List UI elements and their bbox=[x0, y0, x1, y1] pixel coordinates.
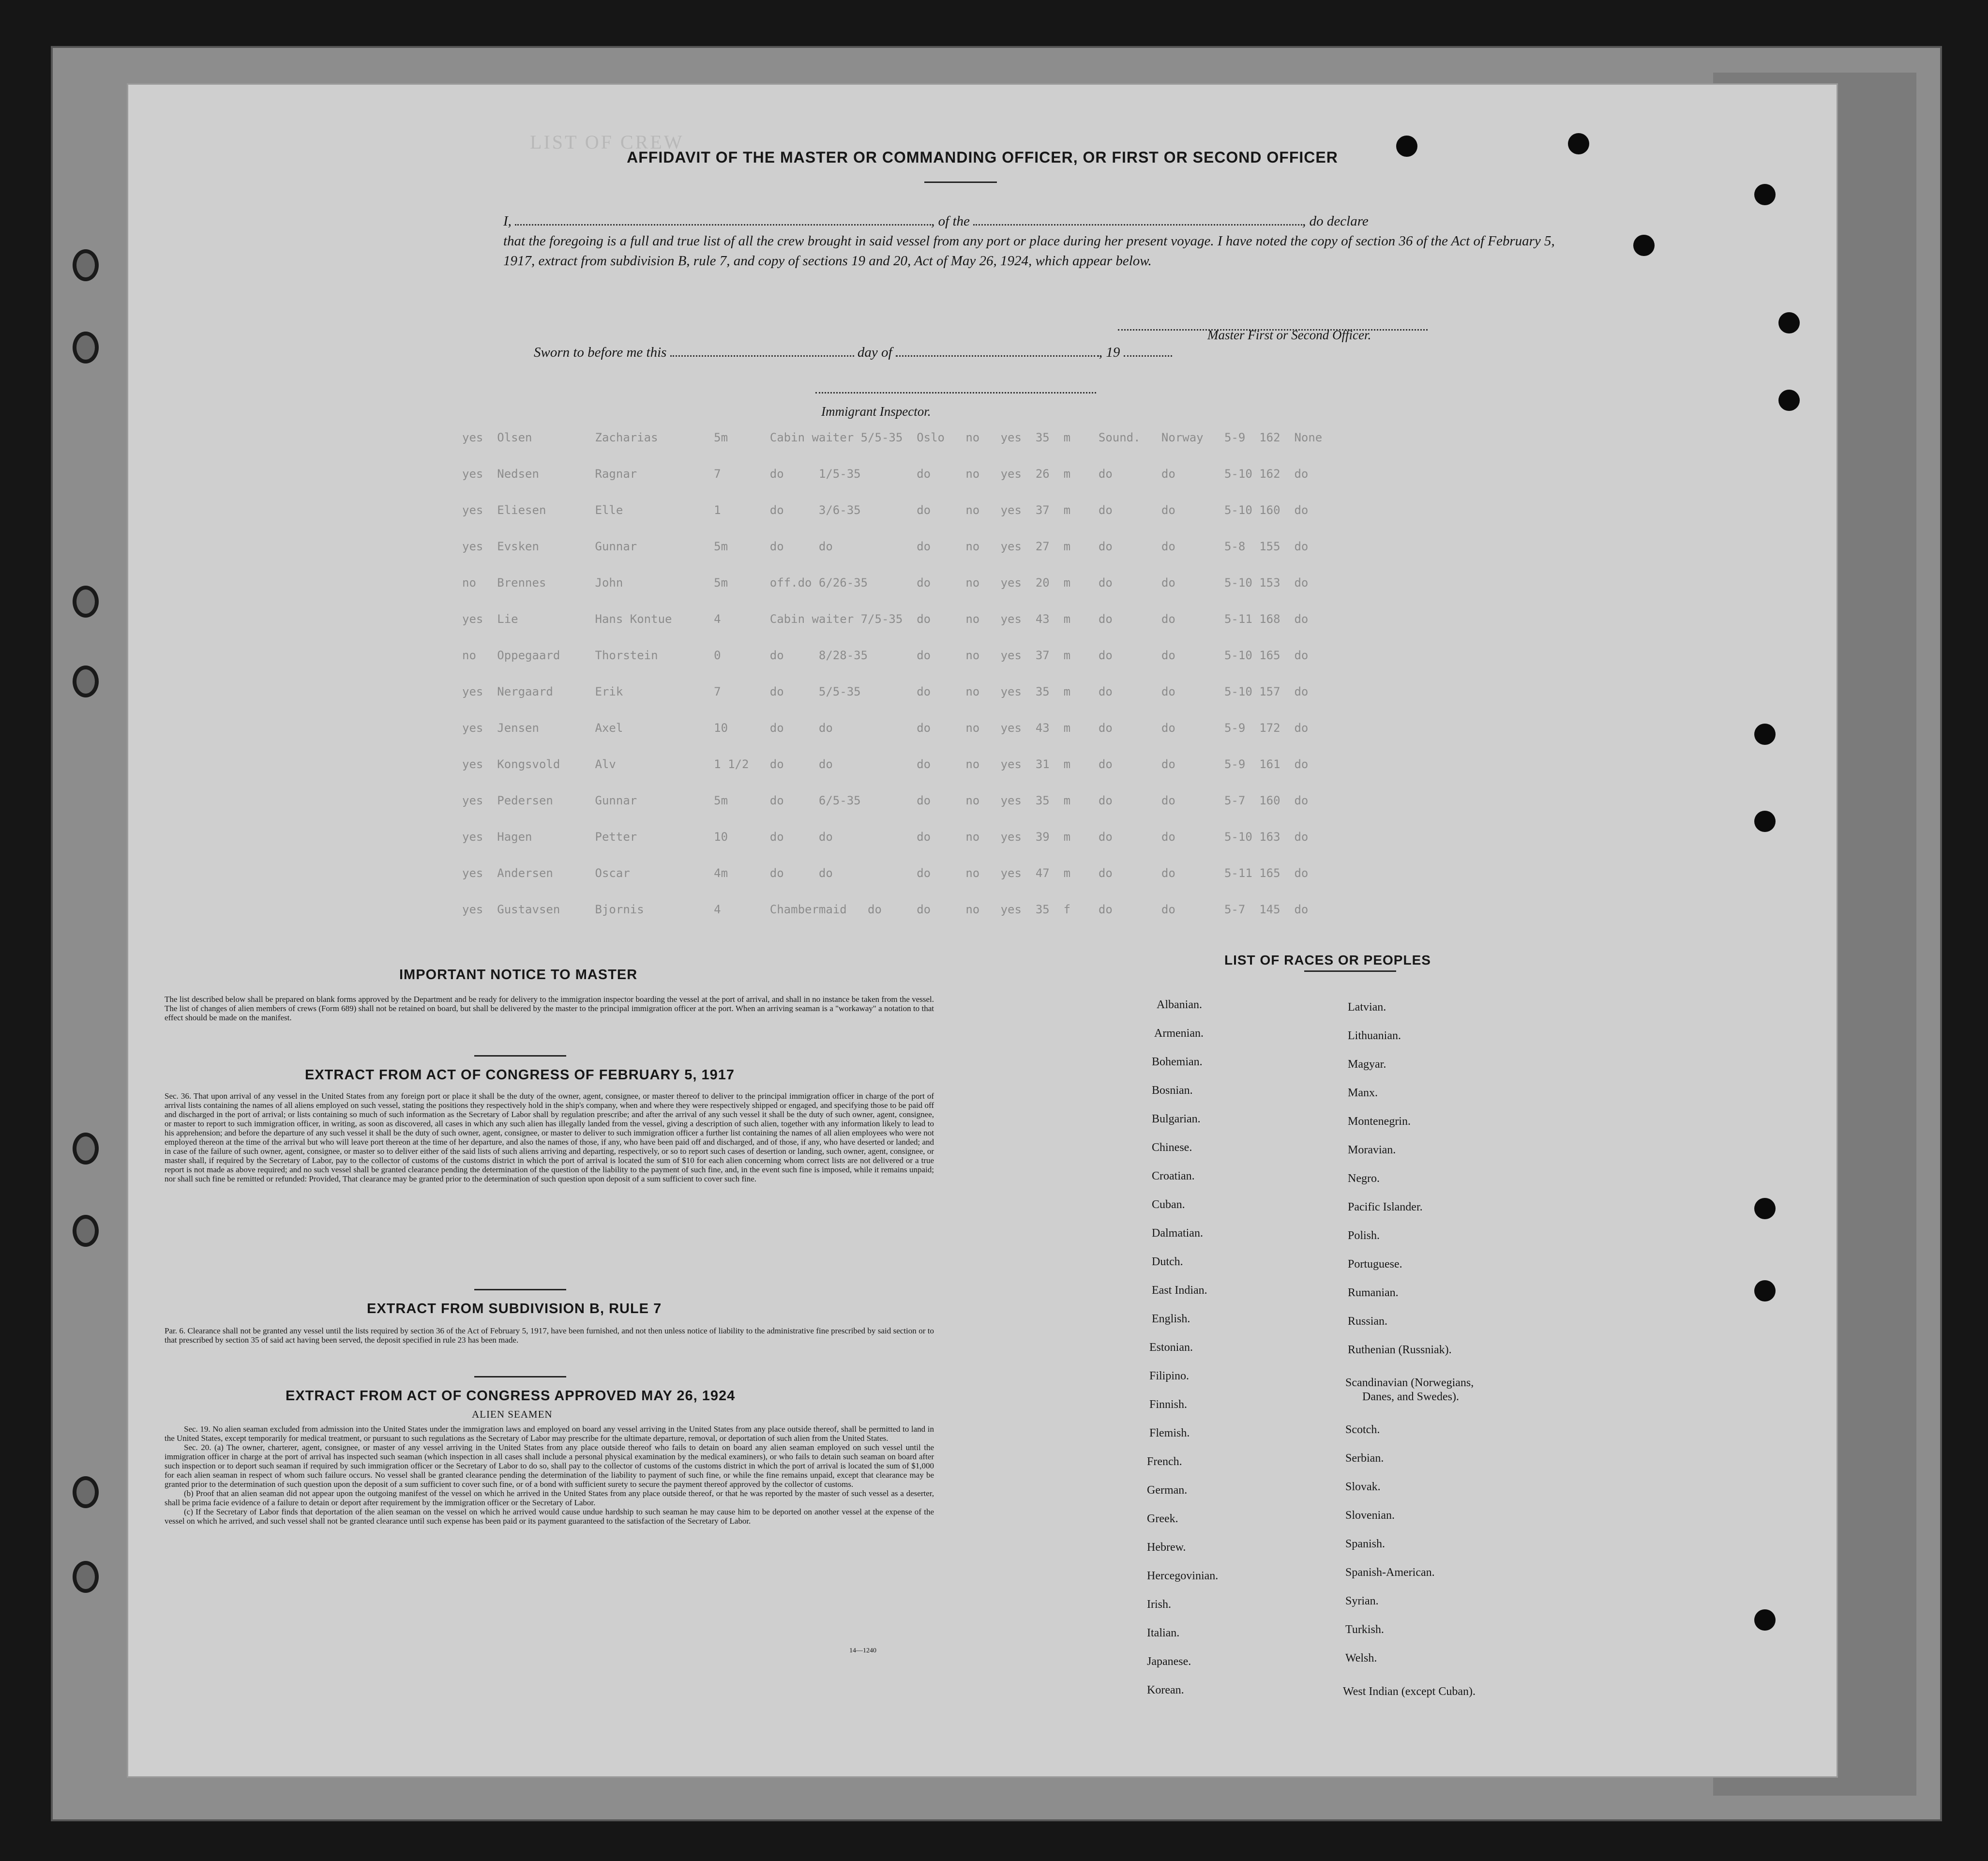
race-item: Syrian. bbox=[1345, 1595, 1379, 1607]
race-item: Dutch. bbox=[1152, 1256, 1183, 1268]
section-20a: Sec. 20. (a) The owner, charterer, agent, consignee, or master of any vessel arriving in the United States from any place outside thereof who fails to detain on board any alien seaman employed on such vessel until the immigration officer in charge at the port of arrival has inspected such seaman (which inspection in all cases shall include a personal physical examination by the medical examiners), or who fails to detain such seaman on board after such inspection or to deport such seaman if required by such immigration officer or the Secretary of Labor to do so, shall pay to the collector of customs of the customs district in which the port of arrival is located the sum of $1,000 for each alien seaman in respect of whom such failure occurs. No vessel shall be granted clearance pending the determination of the liability to payment of such fine, or while the fine remains unpaid, except that clearance may be granted prior to the determination of such question upon the deposit of a sum sufficient to cover such fine, or of a bond with sufficient surety to secure the payment thereof approved by the collector of customs. bbox=[165, 1443, 934, 1489]
races-title: LIST OF RACES OR PEOPLES bbox=[1224, 953, 1431, 968]
race-item: Spanish-American. bbox=[1345, 1566, 1435, 1579]
crew-row: yes Hagen Petter 10 do do do no yes 39 m do do 5-10 163 do bbox=[462, 830, 1309, 844]
race-item: East Indian. bbox=[1152, 1284, 1207, 1297]
race-item: Slovak. bbox=[1345, 1481, 1381, 1493]
race-item: Flemish. bbox=[1149, 1427, 1190, 1439]
divider bbox=[474, 1376, 566, 1377]
race-item: Bosnian. bbox=[1152, 1084, 1193, 1097]
crew-row: yes Eliesen Elle 1 do 3/6-35 do no yes 37 m do do 5-10 160 do bbox=[462, 503, 1309, 517]
notice-body: The list described below shall be prepared on blank forms approved by the Department and be ready for delivery to the immigration inspector boarding the vessel at the port of arrival, and shall in no instance be taken from the vessel. The list of changes of alien members of crews (Form 689) shall not be retained on board, but shall be delivered by the master to the principal immigration officer at the port. When an arriving seaman is a "workaway" a notation to that effect should be made on the manifest. bbox=[165, 995, 934, 1022]
race-item: Cuban. bbox=[1152, 1198, 1185, 1211]
manifest-page bbox=[128, 85, 1837, 1776]
crew-row: no Brennes John 5m off.do 6/26-35 do no yes 20 m do do 5-10 153 do bbox=[462, 576, 1309, 590]
extract-rule7-body: Par. 6. Clearance shall not be granted any vessel until the lists required by section 36 of the Act of February 5, 1917, have been furnished, and not then unless notice of liability to the administrative fine prescribed by said section or to that prescribed by section 35 of said act having been served, the deposit specified in rule 23 has been made. bbox=[165, 1326, 934, 1345]
binder-hole-icon bbox=[73, 1561, 99, 1593]
divider bbox=[474, 1055, 566, 1057]
race-item: Negro. bbox=[1348, 1172, 1380, 1185]
race-item: Ruthenian (Russniak). bbox=[1348, 1344, 1452, 1356]
crew-row: yes Olsen Zacharias 5m Cabin waiter 5/5-35 Oslo no yes 35 m Sound. Norway 5-9 162 None bbox=[462, 431, 1323, 444]
binder-hole-icon bbox=[73, 1476, 99, 1508]
race-item: Irish. bbox=[1147, 1598, 1171, 1611]
race-item: Greek. bbox=[1147, 1513, 1178, 1525]
extract-1917-body: Sec. 36. That upon arrival of any vessel in the United States from any foreign port or place it shall be the duty of the owner, agent, consignee, or master thereof to deliver to the principal immigration officer in charge of the port of arrival lists containing the names of all aliens employed on such vessel, stating the positions they respectively hold in the ship's company, when and where they were respectively shipped or engaged, and specifying those to be paid off and discharged in the port of arrival; or lists containing so much of such information as the Secretary of Labor shall by regulation prescribe; and after the arrival of any such vessel it shall be the duty of such owner, agent, consignee, or master to report to such immigration officer, in writing, as soon as discovered, all cases in which any such alien has illegally landed from the vessel, giving a description of such alien, together with any information likely to lead to his apprehension; and before the departure of any such vessel it shall be the duty of such owner, agent, consignee, or master to deliver to such immigration officer a further list containing the names of all alien employees who were not employed thereon at the time of the arrival but who will leave port thereon at the time of her departure, and also the names of those, if any, who have been paid off and discharged, and of those, if any, who have deserted or landed; and in case of the failure of such owner, agent, consignee, or master so to deliver either of the said lists of such aliens arriving and departing, respectively, or so to report such cases of desertion or landing, such owner, agent, consignee, or master shall, if required by the Secretary of Labor, pay to the collector of customs of the customs district in which the port of arrival is located the sum of $10 for each alien concerning whom correct lists are not delivered or a true report is not made as above required; and no such vessel shall be granted clearance pending the determination of the question of the liability to the payment of such fine, and, in the event such fine is imposed, while it remains unpaid; nor shall such fine be remitted or refunded: Provided, That clearance may be granted prior to the determination of such question upon deposit of a sum sufficient to cover such fine. bbox=[165, 1091, 934, 1183]
alien-seamen-subtitle: ALIEN SEAMEN bbox=[472, 1408, 553, 1420]
binder-hole-icon bbox=[73, 332, 99, 363]
declarant-name-field[interactable] bbox=[515, 213, 931, 226]
race-item: Bulgarian. bbox=[1152, 1113, 1201, 1125]
race-item: Welsh. bbox=[1345, 1652, 1377, 1664]
race-item: Montenegrin. bbox=[1348, 1115, 1411, 1128]
race-item: Portuguese. bbox=[1348, 1258, 1402, 1271]
punch-hole-icon bbox=[1754, 811, 1776, 832]
race-item: Estonian. bbox=[1149, 1341, 1193, 1354]
crew-row: yes Pedersen Gunnar 5m do 6/5-35 do no yes 35 m do do 5-7 160 do bbox=[462, 794, 1309, 807]
binder-hole-icon bbox=[73, 1133, 99, 1165]
race-item: Spanish. bbox=[1345, 1538, 1386, 1550]
affidavit-statement: that the foregoing is a full and true list of all the crew brought in said vessel from any port or place during her present voyage. I have noted the copy of section 36 of the Act of February 5, 1917, extract from subdivision B, rule 7, and copy of sections 19 and 20, Act of May 26, 1924, which appear below. bbox=[503, 233, 1555, 269]
race-item: Filipino. bbox=[1149, 1370, 1190, 1382]
sworn-day-field[interactable] bbox=[670, 345, 854, 357]
sworn-year-field[interactable] bbox=[1124, 345, 1172, 357]
race-item: Scotch. bbox=[1345, 1423, 1380, 1436]
race-item: Polish. bbox=[1348, 1229, 1380, 1242]
binder-hole-icon bbox=[73, 249, 99, 281]
signature-label: Master First or Second Officer. bbox=[1207, 328, 1371, 342]
crew-row: yes Nedsen Ragnar 7 do 1/5-35 do no yes 26 m do do 5-10 162 do bbox=[462, 467, 1309, 481]
inspector-label: Immigrant Inspector. bbox=[821, 404, 931, 419]
race-item: Lithuanian. bbox=[1348, 1029, 1401, 1042]
race-item: Slovenian. bbox=[1345, 1509, 1395, 1522]
race-item: German. bbox=[1147, 1484, 1188, 1497]
race-item: Albanian. bbox=[1157, 999, 1202, 1011]
race-item: Moravian. bbox=[1348, 1144, 1396, 1156]
race-item: Rumanian. bbox=[1348, 1286, 1399, 1299]
crew-row: yes Nergaard Erik 7 do 5/5-35 do no yes 35 m do do 5-10 157 do bbox=[462, 685, 1309, 698]
divider bbox=[924, 182, 997, 183]
sworn-prefix: Sworn to before me this bbox=[534, 345, 667, 360]
section-20b: (b) Proof that an alien seaman did not appear upon the outgoing manifest of the vessel on which he arrived in the United States from any place outside thereof, or that he was reported by the master of such vessel as a deserter, shall be prima facie evidence of a failure to detain or deport after requirement by the immigration officer or the Secretary of Labor. bbox=[165, 1489, 934, 1507]
race-item: Hebrew. bbox=[1147, 1541, 1186, 1554]
crew-row: yes Lie Hans Kontue 4 Cabin waiter 7/5-35 do no yes 43 m do do 5-11 168 do bbox=[462, 612, 1309, 626]
crew-row: no Oppegaard Thorstein 0 do 8/28-35 do no yes 37 m do do 5-10 165 do bbox=[462, 649, 1309, 662]
extract-1924-body bbox=[165, 1424, 934, 1526]
race-item: English. bbox=[1152, 1313, 1190, 1325]
race-item: Serbian. bbox=[1345, 1452, 1384, 1465]
race-item: Latvian. bbox=[1348, 1001, 1386, 1014]
sworn-line bbox=[534, 345, 1172, 361]
race-item: Armenian. bbox=[1154, 1027, 1204, 1040]
binder-hole-icon bbox=[73, 1215, 99, 1247]
race-item: Scandinavian (Norwegians, bbox=[1345, 1377, 1474, 1389]
race-item: Pacific Islander. bbox=[1348, 1201, 1423, 1213]
race-item: Finnish. bbox=[1149, 1398, 1188, 1411]
affidavit-prefix: I, bbox=[503, 213, 512, 229]
extract-1917-title: EXTRACT FROM ACT OF CONGRESS OF FEBRUARY 5, 1917 bbox=[305, 1067, 735, 1083]
race-item: Chinese. bbox=[1152, 1141, 1192, 1154]
inspector-signature-field[interactable] bbox=[815, 392, 1096, 393]
binder-hole-icon bbox=[73, 586, 99, 618]
vessel-name-field[interactable] bbox=[973, 213, 1302, 226]
punch-hole-icon bbox=[1754, 1280, 1776, 1301]
notice-title: IMPORTANT NOTICE TO MASTER bbox=[399, 967, 638, 983]
punch-hole-icon bbox=[1754, 1609, 1776, 1631]
punch-hole-icon bbox=[1778, 312, 1800, 333]
crew-row: yes Evsken Gunnar 5m do do do no yes 27 m do do 5-8 155 do bbox=[462, 540, 1309, 553]
affidavit-title: AFFIDAVIT OF THE MASTER OR COMMANDING OFFICER, OR FIRST OR SECOND OFFICER bbox=[627, 149, 1338, 166]
section-20c: (c) If the Secretary of Labor finds that deportation of the alien seaman on the vessel on which he arrived would cause undue hardship to such seaman he may cause him to be deported on another vessel at the expense of the vessel on which he arrived, and such vessel shall not be granted clearance until such expense has been paid or its payment guaranteed to the satisfaction of the Secretary of Labor. bbox=[165, 1507, 934, 1526]
race-item: Russian. bbox=[1348, 1315, 1388, 1328]
form-number: 14—1240 bbox=[849, 1647, 876, 1654]
crew-row: yes Andersen Oscar 4m do do do no yes 47 m do do 5-11 165 do bbox=[462, 866, 1309, 880]
punch-hole-icon bbox=[1754, 1198, 1776, 1219]
section-19: Sec. 19. No alien seaman excluded from admission into the United States under the immigration laws and employed on board any vessel arriving in the United States from any place outside thereof, shall be permitted to land in the United States, except temporarily for medical treatment, or pursuant to such regulations as the Secretary of Labor may prescribe for the ultimate departure, removal, or deportation of such alien from the United States. bbox=[165, 1424, 934, 1443]
extract-rule7-title: EXTRACT FROM SUBDIVISION B, RULE 7 bbox=[367, 1301, 662, 1316]
race-item: Japanese. bbox=[1147, 1655, 1191, 1668]
race-item: West Indian (except Cuban). bbox=[1343, 1685, 1476, 1698]
crew-row: yes Gustavsen Bjornis 4 Chambermaid do do no yes 35 f do do 5-7 145 do bbox=[462, 903, 1309, 916]
race-item: Magyar. bbox=[1348, 1058, 1386, 1071]
punch-hole-icon bbox=[1633, 235, 1655, 256]
crew-row: yes Kongsvold Alv 1 1/2 do do do no yes 31 m do do 5-9 161 do bbox=[462, 757, 1309, 771]
binder-hole-icon bbox=[73, 666, 99, 697]
race-item: Bohemian. bbox=[1152, 1056, 1203, 1068]
divider bbox=[474, 1289, 566, 1290]
crew-row: yes Jensen Axel 10 do do do no yes 43 m do do 5-9 172 do bbox=[462, 721, 1309, 735]
race-item: Turkish. bbox=[1345, 1623, 1384, 1636]
sworn-year-label: , 19 bbox=[1099, 345, 1120, 360]
divider bbox=[1304, 970, 1396, 972]
affidavit-declare: , do declare bbox=[1302, 213, 1369, 229]
race-item: French. bbox=[1147, 1455, 1182, 1468]
race-item: Manx. bbox=[1348, 1087, 1378, 1099]
race-item: Hercegovinian. bbox=[1147, 1570, 1219, 1582]
race-item: Korean. bbox=[1147, 1684, 1184, 1696]
affidavit-body bbox=[503, 212, 1578, 271]
race-item: Danes, and Swedes). bbox=[1362, 1391, 1459, 1403]
race-item: Croatian. bbox=[1152, 1170, 1195, 1182]
punch-hole-icon bbox=[1754, 184, 1776, 205]
ghost-header-text: LIST OF CREW bbox=[530, 131, 684, 153]
sworn-day-label: day of bbox=[857, 345, 892, 360]
punch-hole-icon bbox=[1778, 390, 1800, 411]
extract-1924-title: EXTRACT FROM ACT OF CONGRESS APPROVED MAY 26, 1924 bbox=[286, 1388, 736, 1404]
race-item: Italian. bbox=[1147, 1627, 1180, 1639]
affidavit-of-the: , of the bbox=[931, 213, 970, 229]
sworn-month-field[interactable] bbox=[896, 345, 1099, 357]
race-item: Dalmatian. bbox=[1152, 1227, 1203, 1240]
